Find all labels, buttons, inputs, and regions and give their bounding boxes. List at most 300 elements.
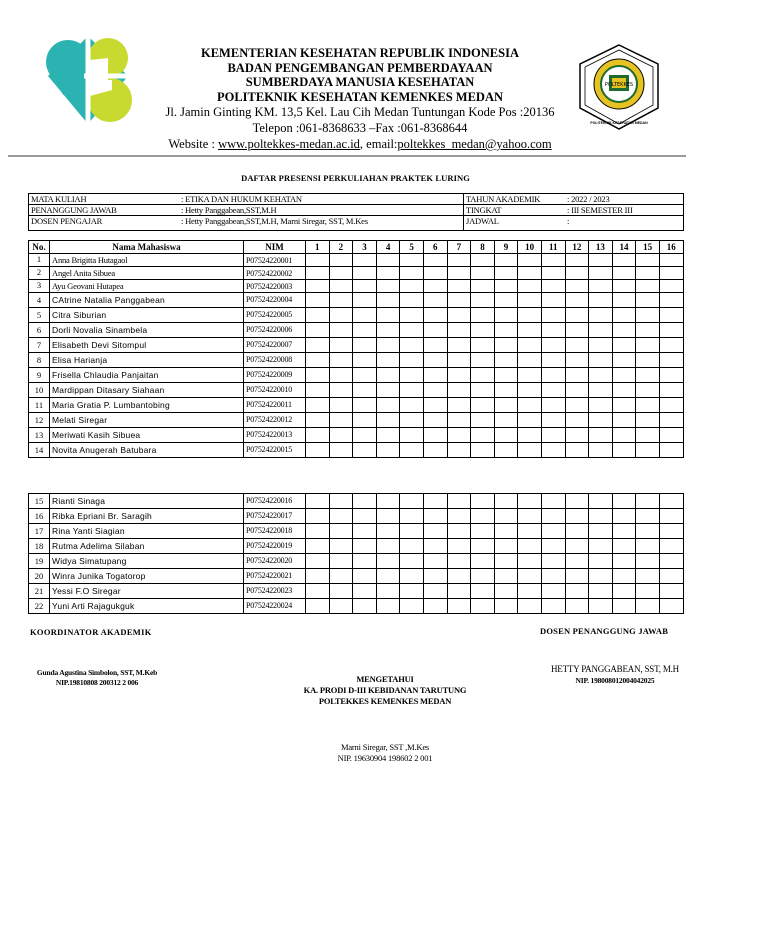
attendance-cell-session-10[interactable] (518, 413, 542, 428)
attendance-cell-session-9[interactable] (494, 584, 518, 599)
attendance-cell-session-8[interactable] (471, 599, 495, 614)
attendance-cell-session-4[interactable] (376, 584, 400, 599)
attendance-cell-session-4[interactable] (376, 554, 400, 569)
attendance-cell-session-1[interactable] (306, 428, 330, 443)
attendance-cell-session-5[interactable] (400, 338, 424, 353)
attendance-cell-session-3[interactable] (353, 338, 377, 353)
attendance-cell-session-15[interactable] (636, 428, 660, 443)
attendance-cell-session-3[interactable] (353, 569, 377, 584)
attendance-cell-session-1[interactable] (306, 524, 330, 539)
attendance-cell-session-2[interactable] (329, 428, 353, 443)
attendance-cell-session-2[interactable] (329, 539, 353, 554)
attendance-cell-session-1[interactable] (306, 413, 330, 428)
attendance-cell-session-1[interactable] (306, 280, 330, 293)
attendance-cell-session-8[interactable] (471, 494, 495, 509)
attendance-cell-session-12[interactable] (565, 539, 589, 554)
attendance-cell-session-4[interactable] (376, 338, 400, 353)
attendance-cell-session-10[interactable] (518, 569, 542, 584)
attendance-cell-session-13[interactable] (589, 308, 613, 323)
attendance-cell-session-14[interactable] (612, 509, 636, 524)
attendance-cell-session-7[interactable] (447, 443, 471, 458)
attendance-cell-session-12[interactable] (565, 353, 589, 368)
attendance-cell-session-5[interactable] (400, 267, 424, 280)
attendance-cell-session-2[interactable] (329, 398, 353, 413)
attendance-cell-session-3[interactable] (353, 398, 377, 413)
attendance-cell-session-7[interactable] (447, 293, 471, 308)
attendance-cell-session-15[interactable] (636, 338, 660, 353)
attendance-cell-session-12[interactable] (565, 398, 589, 413)
attendance-cell-session-2[interactable] (329, 509, 353, 524)
attendance-cell-session-2[interactable] (329, 554, 353, 569)
attendance-cell-session-12[interactable] (565, 254, 589, 267)
attendance-cell-session-1[interactable] (306, 584, 330, 599)
attendance-cell-session-10[interactable] (518, 368, 542, 383)
attendance-cell-session-8[interactable] (471, 569, 495, 584)
attendance-cell-session-8[interactable] (471, 293, 495, 308)
attendance-cell-session-10[interactable] (518, 293, 542, 308)
attendance-cell-session-14[interactable] (612, 554, 636, 569)
attendance-cell-session-11[interactable] (541, 524, 565, 539)
attendance-cell-session-8[interactable] (471, 539, 495, 554)
attendance-cell-session-8[interactable] (471, 254, 495, 267)
attendance-cell-session-14[interactable] (612, 338, 636, 353)
attendance-cell-session-5[interactable] (400, 323, 424, 338)
attendance-cell-session-11[interactable] (541, 398, 565, 413)
attendance-cell-session-13[interactable] (589, 398, 613, 413)
attendance-cell-session-8[interactable] (471, 323, 495, 338)
attendance-cell-session-2[interactable] (329, 599, 353, 614)
attendance-cell-session-10[interactable] (518, 338, 542, 353)
attendance-cell-session-8[interactable] (471, 524, 495, 539)
attendance-cell-session-12[interactable] (565, 584, 589, 599)
attendance-cell-session-10[interactable] (518, 539, 542, 554)
attendance-cell-session-2[interactable] (329, 293, 353, 308)
attendance-cell-session-7[interactable] (447, 267, 471, 280)
attendance-cell-session-6[interactable] (423, 428, 447, 443)
attendance-cell-session-15[interactable] (636, 443, 660, 458)
attendance-cell-session-11[interactable] (541, 599, 565, 614)
attendance-cell-session-11[interactable] (541, 383, 565, 398)
attendance-cell-session-12[interactable] (565, 599, 589, 614)
attendance-cell-session-11[interactable] (541, 293, 565, 308)
attendance-cell-session-16[interactable] (659, 308, 683, 323)
attendance-cell-session-12[interactable] (565, 554, 589, 569)
attendance-cell-session-10[interactable] (518, 323, 542, 338)
attendance-cell-session-3[interactable] (353, 383, 377, 398)
attendance-cell-session-14[interactable] (612, 443, 636, 458)
attendance-cell-session-11[interactable] (541, 323, 565, 338)
attendance-cell-session-9[interactable] (494, 254, 518, 267)
attendance-cell-session-5[interactable] (400, 509, 424, 524)
attendance-cell-session-9[interactable] (494, 353, 518, 368)
attendance-cell-session-9[interactable] (494, 509, 518, 524)
attendance-cell-session-10[interactable] (518, 584, 542, 599)
attendance-cell-session-14[interactable] (612, 584, 636, 599)
attendance-cell-session-12[interactable] (565, 443, 589, 458)
attendance-cell-session-9[interactable] (494, 443, 518, 458)
attendance-cell-session-1[interactable] (306, 353, 330, 368)
attendance-cell-session-2[interactable] (329, 584, 353, 599)
attendance-cell-session-13[interactable] (589, 413, 613, 428)
attendance-cell-session-4[interactable] (376, 293, 400, 308)
attendance-cell-session-15[interactable] (636, 413, 660, 428)
attendance-cell-session-14[interactable] (612, 254, 636, 267)
attendance-cell-session-5[interactable] (400, 569, 424, 584)
attendance-cell-session-7[interactable] (447, 509, 471, 524)
attendance-cell-session-16[interactable] (659, 398, 683, 413)
attendance-cell-session-6[interactable] (423, 398, 447, 413)
attendance-cell-session-8[interactable] (471, 368, 495, 383)
attendance-cell-session-10[interactable] (518, 267, 542, 280)
attendance-cell-session-4[interactable] (376, 323, 400, 338)
attendance-cell-session-8[interactable] (471, 338, 495, 353)
attendance-cell-session-2[interactable] (329, 443, 353, 458)
attendance-cell-session-16[interactable] (659, 293, 683, 308)
attendance-cell-session-16[interactable] (659, 539, 683, 554)
attendance-cell-session-5[interactable] (400, 539, 424, 554)
attendance-cell-session-4[interactable] (376, 599, 400, 614)
attendance-cell-session-5[interactable] (400, 368, 424, 383)
attendance-cell-session-8[interactable] (471, 398, 495, 413)
attendance-cell-session-3[interactable] (353, 599, 377, 614)
attendance-cell-session-5[interactable] (400, 428, 424, 443)
attendance-cell-session-6[interactable] (423, 308, 447, 323)
attendance-cell-session-6[interactable] (423, 494, 447, 509)
attendance-cell-session-9[interactable] (494, 524, 518, 539)
attendance-cell-session-4[interactable] (376, 539, 400, 554)
attendance-cell-session-8[interactable] (471, 509, 495, 524)
attendance-cell-session-2[interactable] (329, 323, 353, 338)
attendance-cell-session-13[interactable] (589, 584, 613, 599)
attendance-cell-session-3[interactable] (353, 254, 377, 267)
attendance-cell-session-4[interactable] (376, 383, 400, 398)
attendance-cell-session-2[interactable] (329, 569, 353, 584)
attendance-cell-session-3[interactable] (353, 494, 377, 509)
attendance-cell-session-13[interactable] (589, 254, 613, 267)
attendance-cell-session-7[interactable] (447, 280, 471, 293)
attendance-cell-session-6[interactable] (423, 554, 447, 569)
attendance-cell-session-4[interactable] (376, 569, 400, 584)
attendance-cell-session-7[interactable] (447, 353, 471, 368)
attendance-cell-session-12[interactable] (565, 338, 589, 353)
attendance-cell-session-1[interactable] (306, 338, 330, 353)
attendance-cell-session-3[interactable] (353, 584, 377, 599)
attendance-cell-session-14[interactable] (612, 368, 636, 383)
attendance-cell-session-1[interactable] (306, 293, 330, 308)
attendance-cell-session-4[interactable] (376, 413, 400, 428)
attendance-cell-session-12[interactable] (565, 494, 589, 509)
attendance-cell-session-15[interactable] (636, 509, 660, 524)
attendance-cell-session-14[interactable] (612, 569, 636, 584)
attendance-cell-session-7[interactable] (447, 599, 471, 614)
attendance-cell-session-4[interactable] (376, 308, 400, 323)
attendance-cell-session-4[interactable] (376, 443, 400, 458)
attendance-cell-session-6[interactable] (423, 584, 447, 599)
attendance-cell-session-15[interactable] (636, 398, 660, 413)
attendance-cell-session-13[interactable] (589, 368, 613, 383)
attendance-cell-session-13[interactable] (589, 524, 613, 539)
attendance-cell-session-3[interactable] (353, 509, 377, 524)
attendance-cell-session-12[interactable] (565, 323, 589, 338)
attendance-cell-session-11[interactable] (541, 413, 565, 428)
attendance-cell-session-8[interactable] (471, 443, 495, 458)
attendance-cell-session-7[interactable] (447, 254, 471, 267)
attendance-cell-session-3[interactable] (353, 353, 377, 368)
attendance-cell-session-12[interactable] (565, 524, 589, 539)
attendance-cell-session-15[interactable] (636, 524, 660, 539)
attendance-cell-session-16[interactable] (659, 524, 683, 539)
attendance-cell-session-9[interactable] (494, 599, 518, 614)
attendance-cell-session-1[interactable] (306, 494, 330, 509)
attendance-cell-session-14[interactable] (612, 428, 636, 443)
attendance-cell-session-6[interactable] (423, 413, 447, 428)
attendance-cell-session-1[interactable] (306, 323, 330, 338)
attendance-cell-session-4[interactable] (376, 428, 400, 443)
attendance-cell-session-6[interactable] (423, 254, 447, 267)
attendance-cell-session-14[interactable] (612, 524, 636, 539)
attendance-cell-session-1[interactable] (306, 398, 330, 413)
attendance-cell-session-9[interactable] (494, 539, 518, 554)
attendance-cell-session-7[interactable] (447, 428, 471, 443)
attendance-cell-session-5[interactable] (400, 584, 424, 599)
attendance-cell-session-13[interactable] (589, 323, 613, 338)
attendance-cell-session-15[interactable] (636, 308, 660, 323)
attendance-cell-session-8[interactable] (471, 383, 495, 398)
attendance-cell-session-15[interactable] (636, 293, 660, 308)
attendance-cell-session-2[interactable] (329, 353, 353, 368)
attendance-cell-session-9[interactable] (494, 323, 518, 338)
attendance-cell-session-3[interactable] (353, 323, 377, 338)
attendance-cell-session-15[interactable] (636, 368, 660, 383)
attendance-cell-session-3[interactable] (353, 443, 377, 458)
attendance-cell-session-10[interactable] (518, 398, 542, 413)
attendance-cell-session-6[interactable] (423, 267, 447, 280)
attendance-cell-session-10[interactable] (518, 383, 542, 398)
attendance-cell-session-11[interactable] (541, 353, 565, 368)
attendance-cell-session-10[interactable] (518, 494, 542, 509)
attendance-cell-session-10[interactable] (518, 254, 542, 267)
attendance-cell-session-10[interactable] (518, 509, 542, 524)
attendance-cell-session-7[interactable] (447, 554, 471, 569)
attendance-cell-session-9[interactable] (494, 293, 518, 308)
attendance-cell-session-12[interactable] (565, 569, 589, 584)
attendance-cell-session-11[interactable] (541, 509, 565, 524)
attendance-cell-session-2[interactable] (329, 254, 353, 267)
attendance-cell-session-4[interactable] (376, 368, 400, 383)
attendance-cell-session-3[interactable] (353, 280, 377, 293)
attendance-cell-session-13[interactable] (589, 353, 613, 368)
attendance-cell-session-2[interactable] (329, 524, 353, 539)
attendance-cell-session-16[interactable] (659, 509, 683, 524)
attendance-cell-session-11[interactable] (541, 443, 565, 458)
attendance-cell-session-6[interactable] (423, 524, 447, 539)
attendance-cell-session-4[interactable] (376, 509, 400, 524)
attendance-cell-session-9[interactable] (494, 569, 518, 584)
attendance-cell-session-13[interactable] (589, 293, 613, 308)
attendance-cell-session-6[interactable] (423, 443, 447, 458)
attendance-cell-session-14[interactable] (612, 539, 636, 554)
attendance-cell-session-4[interactable] (376, 353, 400, 368)
attendance-cell-session-9[interactable] (494, 308, 518, 323)
attendance-cell-session-14[interactable] (612, 383, 636, 398)
attendance-cell-session-15[interactable] (636, 569, 660, 584)
attendance-cell-session-11[interactable] (541, 368, 565, 383)
attendance-cell-session-7[interactable] (447, 308, 471, 323)
attendance-cell-session-3[interactable] (353, 428, 377, 443)
attendance-cell-session-16[interactable] (659, 254, 683, 267)
attendance-cell-session-7[interactable] (447, 368, 471, 383)
attendance-cell-session-16[interactable] (659, 599, 683, 614)
attendance-cell-session-3[interactable] (353, 368, 377, 383)
attendance-cell-session-10[interactable] (518, 280, 542, 293)
attendance-cell-session-13[interactable] (589, 267, 613, 280)
attendance-cell-session-5[interactable] (400, 554, 424, 569)
attendance-cell-session-8[interactable] (471, 413, 495, 428)
email-link[interactable]: poltekkes_medan@yahoo.com (397, 137, 552, 151)
attendance-cell-session-1[interactable] (306, 443, 330, 458)
attendance-cell-session-13[interactable] (589, 569, 613, 584)
attendance-cell-session-3[interactable] (353, 308, 377, 323)
attendance-cell-session-5[interactable] (400, 308, 424, 323)
attendance-cell-session-5[interactable] (400, 524, 424, 539)
attendance-cell-session-12[interactable] (565, 413, 589, 428)
attendance-cell-session-13[interactable] (589, 443, 613, 458)
attendance-cell-session-7[interactable] (447, 494, 471, 509)
attendance-cell-session-16[interactable] (659, 323, 683, 338)
attendance-cell-session-8[interactable] (471, 280, 495, 293)
attendance-cell-session-14[interactable] (612, 308, 636, 323)
attendance-cell-session-9[interactable] (494, 398, 518, 413)
attendance-cell-session-7[interactable] (447, 338, 471, 353)
attendance-cell-session-1[interactable] (306, 368, 330, 383)
attendance-cell-session-12[interactable] (565, 293, 589, 308)
attendance-cell-session-5[interactable] (400, 599, 424, 614)
attendance-cell-session-2[interactable] (329, 368, 353, 383)
attendance-cell-session-8[interactable] (471, 584, 495, 599)
attendance-cell-session-4[interactable] (376, 524, 400, 539)
attendance-cell-session-2[interactable] (329, 267, 353, 280)
attendance-cell-session-15[interactable] (636, 599, 660, 614)
attendance-cell-session-9[interactable] (494, 368, 518, 383)
attendance-cell-session-3[interactable] (353, 524, 377, 539)
attendance-cell-session-1[interactable] (306, 539, 330, 554)
attendance-cell-session-13[interactable] (589, 494, 613, 509)
attendance-cell-session-16[interactable] (659, 280, 683, 293)
attendance-cell-session-5[interactable] (400, 353, 424, 368)
attendance-cell-session-14[interactable] (612, 293, 636, 308)
attendance-cell-session-1[interactable] (306, 308, 330, 323)
attendance-cell-session-16[interactable] (659, 267, 683, 280)
attendance-cell-session-5[interactable] (400, 254, 424, 267)
attendance-cell-session-9[interactable] (494, 554, 518, 569)
attendance-cell-session-5[interactable] (400, 280, 424, 293)
attendance-cell-session-15[interactable] (636, 494, 660, 509)
attendance-cell-session-1[interactable] (306, 254, 330, 267)
attendance-cell-session-10[interactable] (518, 353, 542, 368)
attendance-cell-session-13[interactable] (589, 554, 613, 569)
attendance-cell-session-16[interactable] (659, 368, 683, 383)
attendance-cell-session-9[interactable] (494, 383, 518, 398)
attendance-cell-session-11[interactable] (541, 308, 565, 323)
attendance-cell-session-14[interactable] (612, 267, 636, 280)
attendance-cell-session-6[interactable] (423, 293, 447, 308)
attendance-cell-session-7[interactable] (447, 323, 471, 338)
attendance-cell-session-2[interactable] (329, 383, 353, 398)
attendance-cell-session-10[interactable] (518, 443, 542, 458)
attendance-cell-session-7[interactable] (447, 569, 471, 584)
attendance-cell-session-8[interactable] (471, 267, 495, 280)
attendance-cell-session-15[interactable] (636, 280, 660, 293)
attendance-cell-session-13[interactable] (589, 280, 613, 293)
attendance-cell-session-1[interactable] (306, 509, 330, 524)
attendance-cell-session-4[interactable] (376, 280, 400, 293)
attendance-cell-session-10[interactable] (518, 599, 542, 614)
attendance-cell-session-16[interactable] (659, 443, 683, 458)
attendance-cell-session-1[interactable] (306, 267, 330, 280)
attendance-cell-session-6[interactable] (423, 323, 447, 338)
attendance-cell-session-1[interactable] (306, 569, 330, 584)
attendance-cell-session-10[interactable] (518, 554, 542, 569)
attendance-cell-session-11[interactable] (541, 494, 565, 509)
attendance-cell-session-6[interactable] (423, 539, 447, 554)
attendance-cell-session-5[interactable] (400, 413, 424, 428)
attendance-cell-session-5[interactable] (400, 293, 424, 308)
attendance-cell-session-9[interactable] (494, 413, 518, 428)
attendance-cell-session-12[interactable] (565, 280, 589, 293)
attendance-cell-session-1[interactable] (306, 554, 330, 569)
attendance-cell-session-10[interactable] (518, 524, 542, 539)
attendance-cell-session-6[interactable] (423, 383, 447, 398)
attendance-cell-session-4[interactable] (376, 254, 400, 267)
attendance-cell-session-6[interactable] (423, 280, 447, 293)
attendance-cell-session-3[interactable] (353, 413, 377, 428)
attendance-cell-session-15[interactable] (636, 267, 660, 280)
attendance-cell-session-16[interactable] (659, 413, 683, 428)
attendance-cell-session-3[interactable] (353, 554, 377, 569)
attendance-cell-session-9[interactable] (494, 280, 518, 293)
attendance-cell-session-13[interactable] (589, 539, 613, 554)
attendance-cell-session-15[interactable] (636, 539, 660, 554)
attendance-cell-session-13[interactable] (589, 383, 613, 398)
attendance-cell-session-4[interactable] (376, 398, 400, 413)
attendance-cell-session-6[interactable] (423, 599, 447, 614)
attendance-cell-session-6[interactable] (423, 338, 447, 353)
attendance-cell-session-12[interactable] (565, 383, 589, 398)
attendance-cell-session-5[interactable] (400, 443, 424, 458)
attendance-cell-session-1[interactable] (306, 383, 330, 398)
attendance-cell-session-9[interactable] (494, 267, 518, 280)
attendance-cell-session-8[interactable] (471, 428, 495, 443)
attendance-cell-session-2[interactable] (329, 280, 353, 293)
attendance-cell-session-14[interactable] (612, 494, 636, 509)
attendance-cell-session-2[interactable] (329, 494, 353, 509)
attendance-cell-session-7[interactable] (447, 584, 471, 599)
website-link[interactable]: www.poltekkes-medan.ac.id (218, 137, 360, 151)
attendance-cell-session-15[interactable] (636, 323, 660, 338)
attendance-cell-session-3[interactable] (353, 293, 377, 308)
attendance-cell-session-3[interactable] (353, 539, 377, 554)
attendance-cell-session-5[interactable] (400, 383, 424, 398)
attendance-cell-session-9[interactable] (494, 338, 518, 353)
attendance-cell-session-1[interactable] (306, 599, 330, 614)
attendance-cell-session-12[interactable] (565, 368, 589, 383)
attendance-cell-session-13[interactable] (589, 509, 613, 524)
attendance-cell-session-3[interactable] (353, 267, 377, 280)
attendance-cell-session-11[interactable] (541, 338, 565, 353)
attendance-cell-session-11[interactable] (541, 280, 565, 293)
attendance-cell-session-5[interactable] (400, 494, 424, 509)
attendance-cell-session-2[interactable] (329, 308, 353, 323)
